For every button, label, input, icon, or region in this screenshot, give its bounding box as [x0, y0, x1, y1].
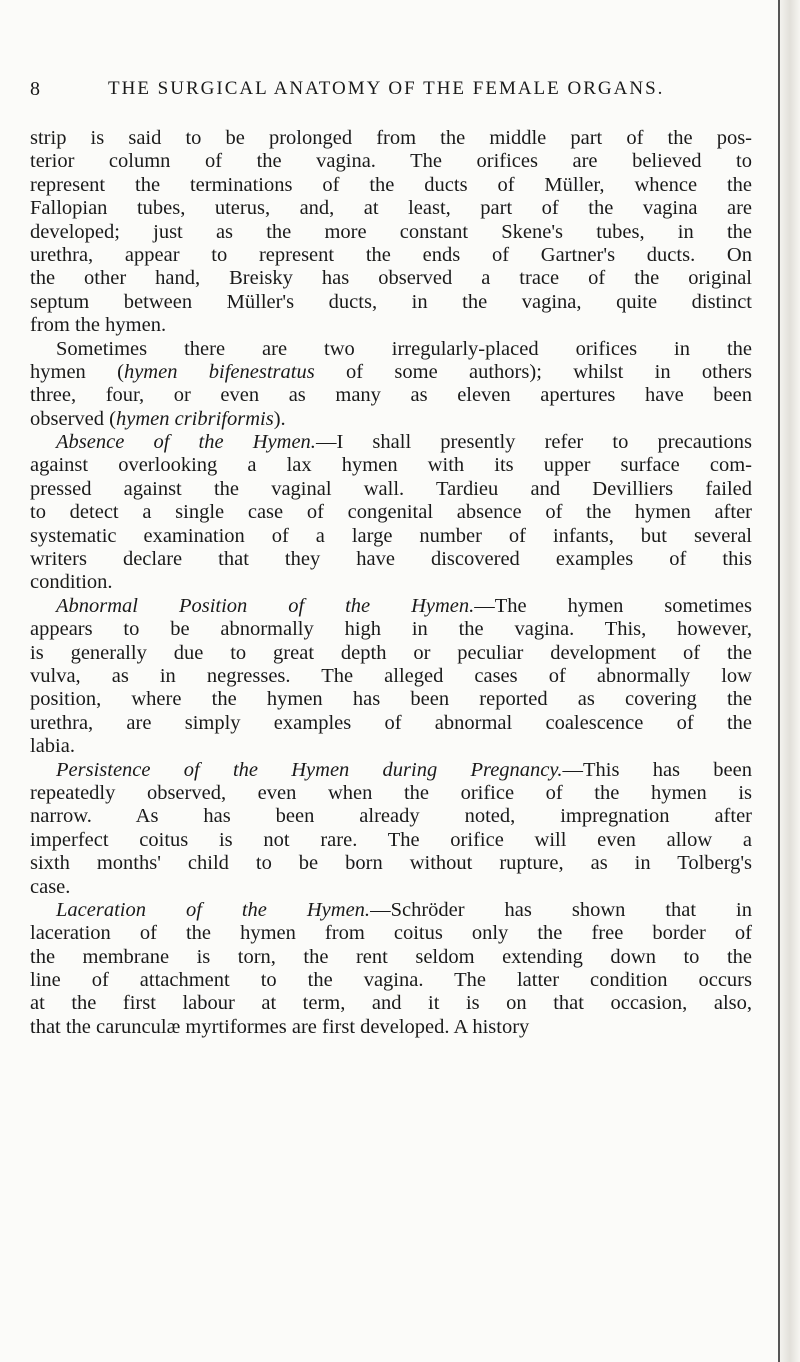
text-line [30, 922, 752, 945]
text-line [30, 665, 752, 688]
text-line [30, 174, 752, 197]
text-run: from the hymen. [30, 314, 167, 337]
text-run: —I shall presently refer to precautions [315, 431, 752, 454]
text-line [30, 899, 752, 922]
text-run: —This has been [562, 758, 752, 781]
text-line [30, 876, 752, 899]
text-line [30, 735, 752, 758]
text-run: repeatedly observed, even when the orifice of the hymen is [30, 781, 752, 804]
text-run: at the first labour at term, and it is on that occasion, also, [30, 992, 752, 1015]
paragraph [30, 595, 752, 759]
text-run: the other hand, Breisky has observed a trace of the original [30, 267, 752, 290]
italic-run: Laceration of the Hymen. [56, 898, 371, 921]
text-run: septum between Müller's ducts, in the vagina, quite distinct [30, 290, 752, 313]
paragraph [30, 338, 752, 432]
paragraph [30, 759, 752, 899]
italic-run: hymen bifenestratus [123, 360, 315, 383]
text-run: Fallopian tubes, uterus, and, at least, part of the vagina are [30, 197, 752, 220]
text-line [30, 291, 752, 314]
page-number: 8 [30, 78, 41, 100]
text-line [30, 688, 752, 711]
paragraph [30, 431, 752, 595]
paragraph [30, 899, 752, 1039]
text-line [30, 571, 752, 594]
text-line [30, 197, 752, 220]
text-run: imperfect coitus is not rare. The orifice will even allow a [30, 828, 752, 851]
text-line [30, 267, 752, 290]
text-line [30, 244, 752, 267]
text-line [30, 852, 752, 875]
text-run: narrow. As has been already noted, impregnation after [30, 805, 752, 828]
text-run: three, four, or even as many as eleven apertures have been [30, 384, 752, 407]
text-run: against overlooking a lax hymen with its upper surface com- [30, 454, 752, 477]
text-run: —The hymen sometimes [474, 594, 752, 617]
text-line [30, 361, 752, 384]
text-line [30, 314, 752, 337]
text-run: hymen ( [30, 360, 124, 383]
text-line [30, 501, 752, 524]
text-line [30, 525, 752, 548]
text-line [30, 712, 752, 735]
text-line [30, 221, 752, 244]
text-line [30, 618, 752, 641]
text-run: pressed against the vaginal wall. Tardieu and Devilliers failed [30, 477, 752, 500]
text-line [30, 829, 752, 852]
text-run: appears to be abnormally high in the vagina. This, however, [30, 618, 752, 641]
text-line [30, 992, 752, 1015]
page-edge [778, 0, 800, 1362]
text-line [30, 946, 752, 969]
text-line [30, 595, 752, 618]
text-run: ). [273, 407, 286, 430]
text-run: developed; just as the more constant Skene's tubes, in the [30, 220, 752, 243]
text-run: is generally due to great depth or peculiar development of the [30, 641, 752, 664]
text-line [30, 478, 752, 501]
text-line [30, 759, 752, 782]
text-line [30, 431, 752, 454]
text-run: systematic examination of a large number of infants, but several [30, 524, 752, 547]
text-line [30, 642, 752, 665]
italic-run: Abnormal Position of the Hymen. [56, 594, 475, 617]
text-run: writers declare that they have discovered examples of this [30, 548, 752, 571]
text-line [30, 548, 752, 571]
text-run: strip is said to be prolonged from the middle part of the pos- [30, 127, 752, 149]
text-run: Sometimes there are two irregularly-placed orifices in the [56, 337, 752, 360]
text-run: terior column of the vagina. The orifices are believed to [30, 150, 752, 173]
text-line [30, 127, 752, 150]
page-header [30, 78, 750, 104]
text-run: to detect a single case of congenital absence of the hymen after [30, 501, 752, 524]
text-run: of some authors); whilst in others [314, 360, 752, 383]
text-line [30, 782, 752, 805]
italic-run: hymen cribriformis [115, 407, 274, 430]
text-run: that the carunculæ myrtiformes are first developed. A history [30, 1015, 530, 1038]
text-line [30, 1016, 752, 1039]
text-run: urethra, are simply examples of abnormal coalescence of the [30, 711, 752, 734]
body-text [30, 127, 752, 1039]
text-run: represent the terminations of the ducts of Müller, whence the [30, 173, 752, 196]
text-run: case. [30, 875, 71, 898]
text-run: condition. [30, 571, 113, 594]
italic-run: Persistence of the Hymen during Pregnancy. [56, 758, 563, 781]
text-line [30, 408, 752, 431]
text-run: line of attachment to the vagina. The latter condition occurs [30, 969, 752, 992]
italic-run: Absence of the Hymen. [56, 431, 316, 454]
text-run: —Schröder has shown that in [370, 898, 752, 921]
text-run: urethra, appear to represent the ends of Gartner's ducts. On [30, 243, 752, 266]
text-run: vulva, as in negresses. The alleged cases of abnormally low [30, 664, 752, 687]
text-run: labia. [30, 735, 75, 758]
text-run: sixth months' child to be born without rupture, as in Tolberg's [30, 852, 752, 875]
text-line [30, 454, 752, 477]
text-line [30, 384, 752, 407]
text-run: laceration of the hymen from coitus only the free border of [30, 922, 752, 945]
text-line [30, 805, 752, 828]
text-run: the membrane is torn, the rent seldom extending down to the [30, 945, 752, 968]
running-head: THE SURGICAL ANATOMY OF THE FEMALE ORGANS. [108, 78, 665, 99]
paragraph [30, 127, 752, 338]
text-line [30, 150, 752, 173]
text-run: position, where the hymen has been reported as covering the [30, 688, 752, 711]
text-run: observed ( [30, 407, 116, 430]
text-line [30, 969, 752, 992]
text-line [30, 338, 752, 361]
